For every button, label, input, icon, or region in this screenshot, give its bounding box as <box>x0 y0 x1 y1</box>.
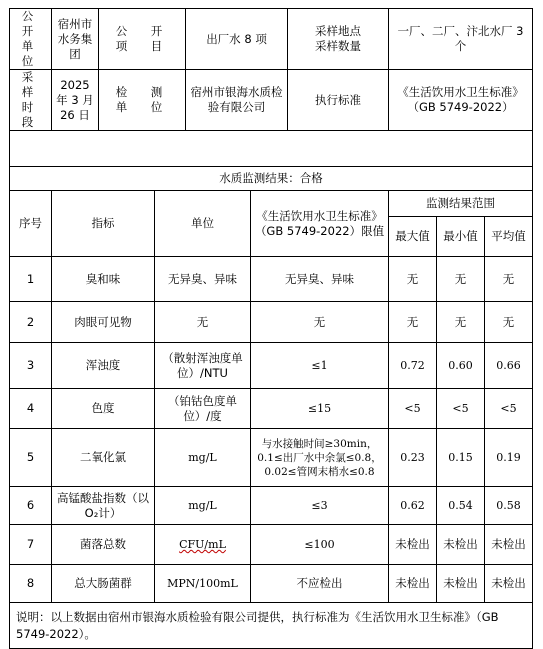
col-max: 最大值 <box>389 217 437 257</box>
row-unit: （散射浑浊度单位）/NTU <box>155 343 251 389</box>
col-min: 最小值 <box>437 217 485 257</box>
row-seq: 7 <box>10 525 52 565</box>
standard-label: 执行标准 <box>288 70 389 131</box>
row-seq: 5 <box>10 429 52 487</box>
row-unit: （铂钴色度单位）/度 <box>155 389 251 429</box>
row-indicator: 菌落总数 <box>52 525 155 565</box>
publisher-label: 公 开 单 位 <box>10 9 52 70</box>
footnote: 说明：以上数据由宿州市银海水质检验有限公司提供，执行标准为《生活饮用水卫生标准》（GB 5749-2022）。 <box>10 603 533 649</box>
row-max: 0.72 <box>389 343 437 389</box>
table-row <box>10 257 533 302</box>
row-standard: ≤15 <box>251 389 389 429</box>
row-avg: 0.19 <box>485 429 533 487</box>
row-max: <5 <box>389 389 437 429</box>
row-indicator: 浑浊度 <box>52 343 155 389</box>
row-max: 无 <box>389 257 437 302</box>
row-avg: 0.58 <box>485 487 533 525</box>
row-indicator: 高锰酸盐指数（以O₂计） <box>52 487 155 525</box>
row-unit <box>155 525 251 565</box>
sampling-site-value: 一厂、二厂、汴北水厂 3 个 <box>389 9 533 70</box>
row-standard: 与水接触时间≥30min，0.1≤出厂水中余氯≤0.8，0.02≤管网末梢水≤0.8 <box>251 429 389 487</box>
col-range-group: 监测结果范围 <box>389 191 533 217</box>
row-min: 未检出 <box>437 565 485 603</box>
row-standard: 不应检出 <box>251 565 389 603</box>
row-avg: <5 <box>485 389 533 429</box>
table-row <box>10 343 533 389</box>
sampling-period-label: 采 样 时 段 <box>10 70 52 131</box>
row-max: 未检出 <box>389 525 437 565</box>
table-row <box>10 389 533 429</box>
row-avg: 无 <box>485 257 533 302</box>
result-row <box>10 167 533 191</box>
col-seq: 序号 <box>10 191 52 257</box>
row-avg: 未检出 <box>485 525 533 565</box>
row-min: 未检出 <box>437 525 485 565</box>
row-seq: 1 <box>10 257 52 302</box>
row-avg: 无 <box>485 302 533 343</box>
row-seq: 2 <box>10 302 52 343</box>
col-indicator: 指标 <box>52 191 155 257</box>
row-standard: ≤3 <box>251 487 389 525</box>
row-min: 0.15 <box>437 429 485 487</box>
sampling-site-label: 采样地点 采样数量 <box>288 9 389 70</box>
row-seq: 8 <box>10 565 52 603</box>
row-unit: mg/L <box>155 487 251 525</box>
testing-unit-label: 检 测 单 位 <box>99 70 186 131</box>
row-standard: ≤100 <box>251 525 389 565</box>
row-max: 无 <box>389 302 437 343</box>
col-unit: 单位 <box>155 191 251 257</box>
column-header-row-1 <box>10 191 533 217</box>
row-avg: 0.66 <box>485 343 533 389</box>
table-row <box>10 429 533 487</box>
testing-unit-value: 宿州市银海水质检验有限公司 <box>186 70 288 131</box>
row-max: 0.23 <box>389 429 437 487</box>
col-avg: 平均值 <box>485 217 533 257</box>
row-unit: 无异臭、异味 <box>155 257 251 302</box>
note-row <box>10 603 533 649</box>
standard-value: 《生活饮用水卫生标准》（GB 5749-2022） <box>389 70 533 131</box>
row-min: 0.54 <box>437 487 485 525</box>
spacer-cell <box>10 131 533 167</box>
col-standard: 《生活饮用水卫生标准》（GB 5749-2022）限值 <box>251 191 389 257</box>
water-quality-report <box>9 8 532 649</box>
row-max: 未检出 <box>389 565 437 603</box>
row-seq: 3 <box>10 343 52 389</box>
row-indicator: 色度 <box>52 389 155 429</box>
row-avg: 未检出 <box>485 565 533 603</box>
table-row <box>10 565 533 603</box>
row-standard: 无异臭、异味 <box>251 257 389 302</box>
publisher-value: 宿州市水务集团 <box>52 9 99 70</box>
row-standard: 无 <box>251 302 389 343</box>
row-indicator: 二氧化氯 <box>52 429 155 487</box>
report-table <box>9 8 533 649</box>
project-label: 公 开 项 目 <box>99 9 186 70</box>
sampling-period-value: 2025 年 3 月 26 日 <box>52 70 99 131</box>
spacer-row <box>10 131 533 167</box>
table-row <box>10 525 533 565</box>
row-min: <5 <box>437 389 485 429</box>
row-indicator: 总大肠菌群 <box>52 565 155 603</box>
header-row-1 <box>10 9 533 70</box>
row-min: 无 <box>437 302 485 343</box>
table-row <box>10 487 533 525</box>
project-value: 出厂水 8 项 <box>186 9 288 70</box>
table-row <box>10 302 533 343</box>
row-unit: 无 <box>155 302 251 343</box>
row-min: 无 <box>437 257 485 302</box>
row-seq: 6 <box>10 487 52 525</box>
row-indicator: 肉眼可见物 <box>52 302 155 343</box>
unit-text: CFU/mL <box>179 538 226 551</box>
row-max: 0.62 <box>389 487 437 525</box>
row-min: 0.60 <box>437 343 485 389</box>
result-line: 水质监测结果：合格 <box>10 167 533 191</box>
row-unit: mg/L <box>155 429 251 487</box>
row-standard: ≤1 <box>251 343 389 389</box>
row-seq: 4 <box>10 389 52 429</box>
header-row-2 <box>10 70 533 131</box>
row-unit: MPN/100mL <box>155 565 251 603</box>
row-indicator: 臭和味 <box>52 257 155 302</box>
